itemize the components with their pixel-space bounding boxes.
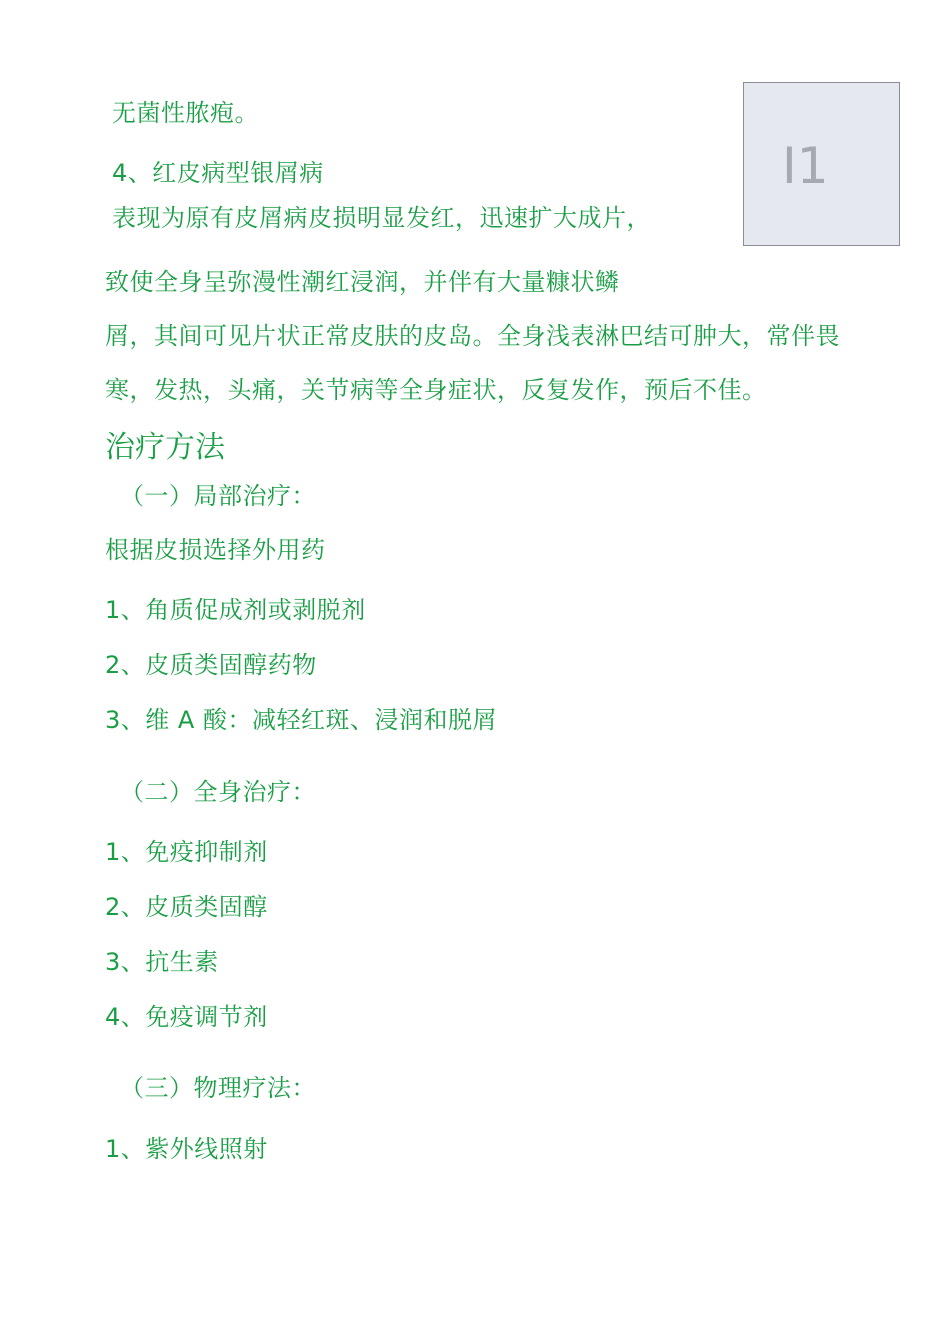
local-treatment-item: 2、皮质类固醇药物 xyxy=(105,651,317,679)
local-treatment-intro: 根据皮损选择外用药 xyxy=(105,536,326,564)
local-treatment-item: 1、角质促成剂或剥脱剂 xyxy=(105,596,366,624)
paragraph-description-3: 屑，其间可见片状正常皮肤的皮岛。全身浅表淋巴结可肿大，常伴畏 xyxy=(105,322,840,350)
paragraph-pustule: 无菌性脓疱。 xyxy=(112,99,259,127)
section-title-erythrodermic: 4、红皮病型银屑病 xyxy=(112,159,324,187)
paragraph-description-1: 表现为原有皮屑病皮损明显发红，迅速扩大成片， xyxy=(112,204,651,232)
systemic-treatment-heading: （二）全身治疗： xyxy=(120,778,316,806)
physical-therapy-heading: （三）物理疗法： xyxy=(120,1074,316,1102)
systemic-treatment-item: 4、免疫调节剂 xyxy=(105,1003,268,1031)
paragraph-description-4: 寒，发热，头痛，关节病等全身症状，反复发作，预后不佳。 xyxy=(105,376,767,404)
treatment-title: 治疗方法 xyxy=(105,430,225,465)
systemic-treatment-item: 3、抗生素 xyxy=(105,948,219,976)
page-number-label: I1 xyxy=(782,137,829,195)
page-number-box xyxy=(743,82,900,246)
local-treatment-heading: （一）局部治疗： xyxy=(120,482,316,510)
paragraph-description-2: 致使全身呈弥漫性潮红浸润，并伴有大量糠状鳞 xyxy=(105,268,620,296)
local-treatment-item: 3、维 A 酸：减轻红斑、浸润和脱屑 xyxy=(105,706,497,734)
physical-therapy-item: 1、紫外线照射 xyxy=(105,1135,268,1163)
systemic-treatment-item: 2、皮质类固醇 xyxy=(105,893,268,921)
systemic-treatment-item: 1、免疫抑制剂 xyxy=(105,838,268,866)
